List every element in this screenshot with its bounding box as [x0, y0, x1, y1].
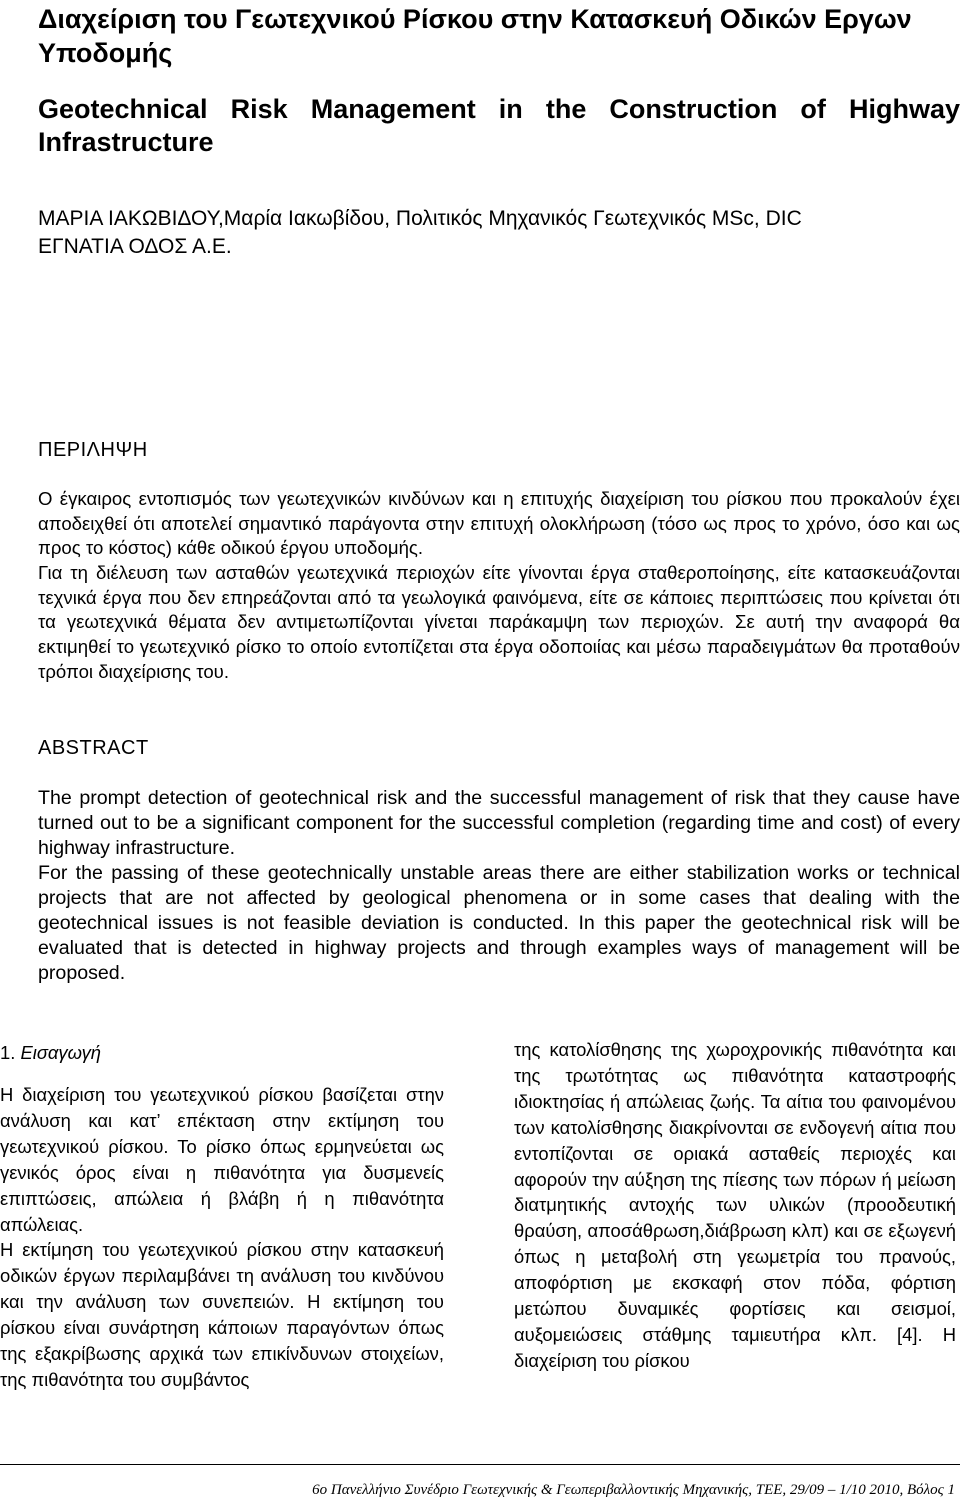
paper-title-greek: Διαχείριση του Γεωτεχνικού Ρίσκου στην Κατασκευή Οδικών Εργων Υποδομής — [38, 4, 912, 68]
abstract-heading: ABSTRACT — [38, 737, 149, 759]
paper-title-english: Geotechnical Risk Management in the Construction of Highway Infrastructure — [38, 94, 960, 157]
intro-left-paragraph-1: Η διαχείριση του γεωτεχνικού ρίσκου βασίζεται στην ανάλυση και κατ’ επέκταση στην εκτίμηση του γεωτεχνικού ρίσκου. Το ρίσκο όπως ερμηνεύεται ως γενικός όρος είναι η πιθανότητα για δυσμενείς επιπτώσεις, απώλεια ή βλάβη ή η πιθανότητα απώλειας. — [0, 1084, 444, 1235]
intro-left-body — [0, 1082, 444, 1393]
author-block — [38, 205, 938, 261]
abstract-paragraph-1: The prompt detection of geotechnical risk and the successful management of risk that they cause have turned out to be a significant component for the successful completion (regarding time and cost) of every highway infrastructure. — [38, 787, 960, 859]
intro-left-column — [0, 1040, 442, 1080]
intro-left-paragraph-2: Η εκτίμηση του γεωτεχνικού ρίσκου στην κατασκευή οδικών έργων περιλαμβάνει τη ανάλυση του κινδύνου και την ανάλυση των συνεπειών. Η εκτίμηση του ρίσκου είναι συνάρτηση κάποιων παραγόντων όπως της εξακρίβωσης αρχικά των επικίνδυνων στοιχείων, της πιθανότητα του συμβάντος — [0, 1239, 444, 1390]
intro-right-paragraph-1: της κατολίσθησης της χωροχρονικής πιθανότητα και της τρωτότητας ως πιθανότητα καταστροφής ιδιοκτησίας ή απώλειας ζωής. Τα αίτια του φαινομένου των κατολίσθησης διακρίνονται σε ενδογενή αίτια που εντοπίζονται σε οριακά ασταθείς περιοχές και αφορούν την αύξηση της πίεσης των πόρων ή μείωση διατμητικής αντοχής των υλικών (προοδευτική θραύση, αποσάθρωση,διάβρωση κλπ) και σε εξωγενή όπως η μεταβολή στη γεωμετρία του πρανούς, αποφόρτιση με εκσκαφή στον πόδα, φόρτιση μετώπου δυναμικές φορτίσεις και σεισμοί, αυξομειώσεις στάθμης ταμιευτήρα κλπ. [4]. Η διαχείριση του ρίσκου — [514, 1039, 956, 1371]
summary-paragraph-1: Ο έγκαιρος εντοπισμός των γεωτεχνικών κινδύνων και η επιτυχής διαχείριση του ρίσκου που προκαλούν έχει αποδειχθεί ότι αποτελεί σημαντικό παράγοντα στην επιτυχή ολοκλήρωση (τόσο ως προς το χρόνο, όσο και ως προς το κόστος) κάθε οδικού έργου υποδομής. — [38, 488, 960, 559]
abstract-paragraph-2: For the passing of these geotechnically unstable areas there are either stabilization works or technical projects that are not affected by geological phenomena or in some cases that dealing with the geotechnical issues is not feasible deviation is conducted. In this paper the geotechnical risk will be evaluated that is detected in highway projects and through examples ways of management will be proposed. — [38, 862, 960, 984]
intro-heading — [0, 1040, 442, 1066]
author-name-line: ΜΑΡΙΑ ΙΑΚΩΒΙΔΟΥ,Μαρία Ιακωβίδου, Πολιτικός Μηχανικός Γεωτεχνικός MSc, DIC — [38, 207, 802, 230]
summary-paragraph-2: Για τη διέλευση των ασταθών γεωτεχνικά περιοχών είτε γίνονται έργα σταθεροποίησης, είτε κατασκευάζονται τεχνικά έργα που δεν επηρεάζονται από τα γεωλογικά φαινόμενα, είτε σε κάποιες περιπτώσεις που κρίνεται ότι τα γεωτεχνικά θέματα δεν αντιμετωπίζονται γίνεται παράκαμψη των περιοχών. Σε αυτή την αναφορά θα εκτιμηθεί το γεωτεχνικό ρίσκο το οποίο εντοπίζεται στα έργα οδοποιίας και μέσω παραδειγμάτων θα προταθούν τρόποι διαχείρισης του. — [38, 562, 960, 682]
page-footer: 6ο Πανελλήνιο Συνέδριο Γεωτεχνικής & Γεωπεριβαλλοντικής Μηχανικής, ΤΕΕ, 29/09 – 1/10 2010, Βόλος 1 — [312, 1482, 955, 1498]
intro-title: Εισαγωγή — [20, 1042, 101, 1063]
summary-heading: ΠΕΡΙΛΗΨΗ — [38, 439, 148, 461]
footer-divider — [0, 1464, 960, 1465]
intro-right-column — [514, 1037, 956, 1374]
author-affiliation-line: ΕΓΝΑΤΙΑ ΟΔΟΣ Α.Ε. — [38, 235, 232, 258]
intro-number: 1. — [0, 1042, 16, 1063]
